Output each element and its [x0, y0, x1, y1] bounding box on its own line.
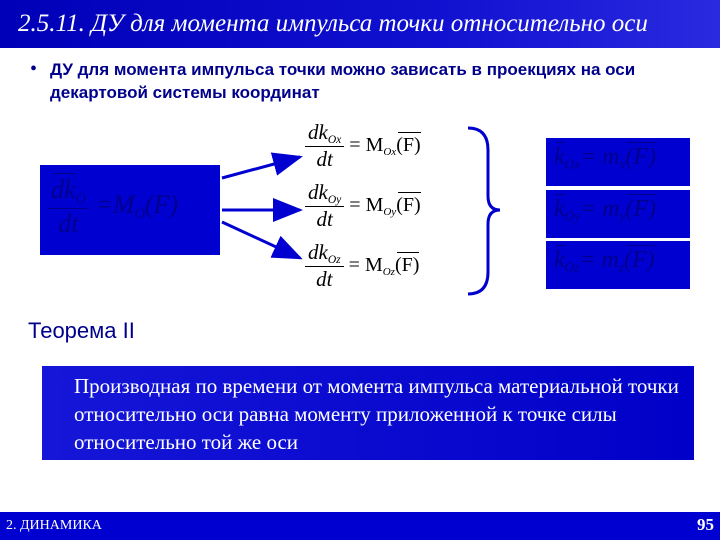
slide-title: 2.5.11. ДУ для момента импульса точки относительно оси — [18, 10, 648, 37]
main-equals: = — [95, 189, 113, 219]
proj-z-rhs: = M — [348, 254, 383, 277]
right-equation-z: $k_{Oz}= m_z(F)$ — [554, 247, 655, 275]
main-rhs-arg: (F) — [144, 189, 179, 219]
intro-text: ДУ для момента импульса точки можно зависать в проекциях на оси декартовой системы координат — [50, 60, 636, 102]
right-equation-x: $k_{Ox}= m_x(F)$ — [554, 144, 657, 172]
proj-z-rhs-sub: Oz — [382, 265, 395, 278]
footer-section: 2. ДИНАМИКА — [6, 518, 102, 533]
projection-y — [305, 180, 421, 232]
right-equation-box-x — [546, 138, 690, 186]
proj-y-num: dk — [308, 180, 328, 204]
right-equation-box-z — [546, 241, 690, 289]
proj-z-num: dk — [308, 240, 328, 264]
theorem-text: Производная по времени от момента импульса материальной точки относительно оси равна моменту приложенной к точке силы относительно той же оси — [74, 374, 679, 454]
proj-y-rhs: = M — [349, 194, 384, 217]
proj-x-arg: (F) — [396, 134, 421, 157]
page-number: 95 — [697, 515, 714, 534]
arrow-to-x — [222, 157, 300, 178]
proj-x-num: dk — [308, 120, 328, 144]
bullet-icon: • — [30, 58, 38, 80]
proj-z-arg: (F) — [394, 254, 420, 277]
proj-y-arg: (F) — [396, 194, 421, 217]
main-denominator: dt — [58, 209, 79, 238]
proj-y-num-sub: Oy — [327, 194, 342, 207]
theorem-title: Теорема II — [28, 318, 135, 343]
main-rhs: M — [112, 189, 135, 219]
right-equation-box-y — [546, 190, 690, 238]
projection-z — [305, 240, 419, 292]
proj-x-rhs-sub: Ox — [383, 145, 397, 158]
proj-z-num-sub: Oz — [327, 254, 341, 267]
proj-z-den: dt — [316, 267, 333, 292]
main-rhs-sub: O — [134, 205, 145, 222]
proj-x-rhs: = M — [349, 134, 384, 157]
slide-footer — [0, 512, 720, 540]
proj-y-rhs-sub: Oy — [383, 205, 397, 218]
arrow-to-z — [222, 222, 300, 258]
main-numerator: dk — [51, 175, 76, 204]
right-equation-y: $k_{Oy}= m_y(F)$ — [554, 196, 657, 224]
right-brace — [468, 128, 500, 294]
theorem-box — [42, 366, 694, 460]
main-numerator-sub: O — [75, 191, 86, 207]
projection-x — [305, 120, 421, 172]
proj-y-den: dt — [316, 207, 333, 232]
proj-x-den: dt — [316, 147, 333, 172]
proj-x-num-sub: Ox — [327, 134, 342, 147]
